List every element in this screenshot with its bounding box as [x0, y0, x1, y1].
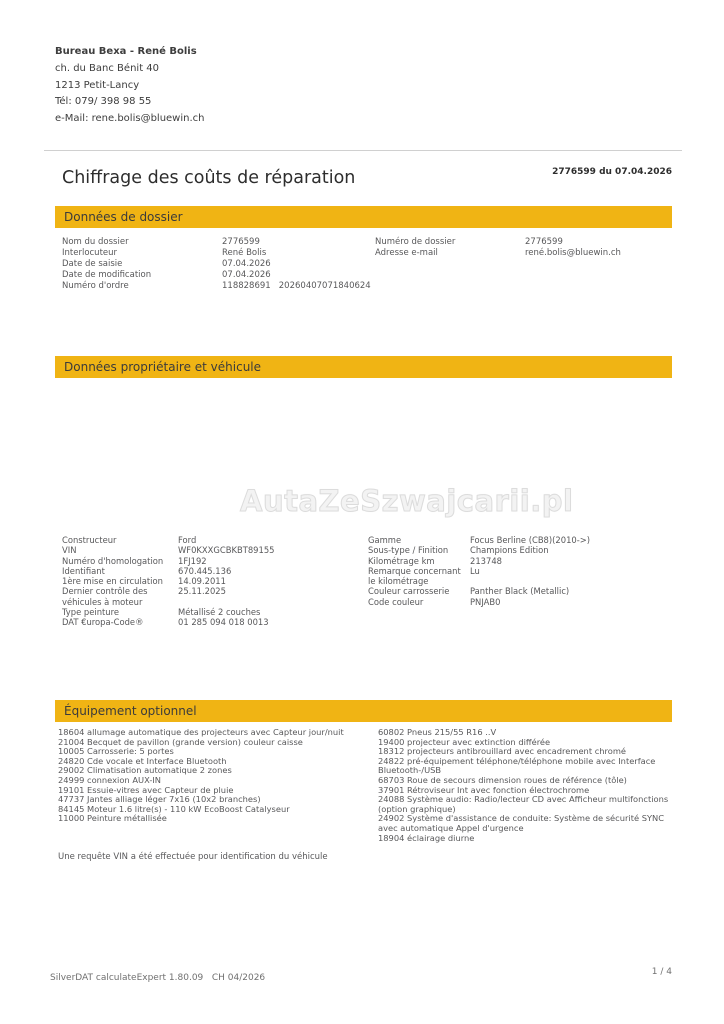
equipment-item: 24088 Système audio: Radio/lecteur CD avec Afficheur multifonctions (option graphique)	[378, 794, 669, 814]
doc-reference: 2776599 du 07.04.2026	[552, 167, 672, 177]
footer-app-version: SilverDAT calculateExpert 1.80.09 CH 04/2026	[50, 973, 266, 983]
equipment-item: 29002 Climatisation automatique 2 zones	[58, 765, 232, 776]
equipment-left-column	[58, 728, 378, 843]
field-label: Interlocuteur	[62, 248, 118, 258]
field-label: Adresse e-mail	[375, 248, 438, 258]
field-label: Type peinture	[62, 607, 120, 618]
dossier-left-column	[62, 237, 375, 292]
field-label: Gamme	[368, 535, 402, 545]
field-value: 213748	[470, 555, 502, 566]
field-value: WF0KXXGCBKBT89155	[178, 545, 275, 556]
equipment-item: 21004 Becquet de pavillon (grande version) couleur caisse	[58, 736, 303, 747]
field-label: 1ère mise en circulation	[62, 576, 163, 587]
field-label: DAT €uropa-Code®	[62, 617, 144, 628]
footer-page-number: 1 / 4	[651, 967, 672, 977]
data-row	[62, 566, 368, 576]
field-value: Métallisé 2 couches	[178, 607, 261, 618]
equipment-item: 24820 Cde vocale et Interface Bluetooth	[58, 755, 227, 766]
field-label: Dernier contrôle des véhicules à moteur	[62, 586, 148, 607]
field-value: Panther Black (Metallic)	[470, 586, 570, 597]
equipment-item: 24822 pré-équipement téléphone/téléphone mobile avec Interface Bluetooth-/USB	[378, 755, 656, 776]
equipment-item: 24999 connexion AUX-IN	[58, 774, 161, 785]
data-row	[62, 270, 375, 281]
vehicle-right-column	[368, 535, 672, 628]
field-label: Date de modification	[62, 270, 152, 280]
field-value: René Bolis	[222, 248, 267, 258]
vin-footnote: Une requête VIN a été effectuée pour identification du véhicule	[58, 852, 328, 862]
data-row	[368, 556, 672, 566]
data-row	[62, 535, 368, 545]
equipment-item: 11000 Peinture métallisée	[58, 813, 167, 824]
field-label: Date de saisie	[62, 259, 123, 269]
field-value: 118828691 20260407071840624	[222, 281, 371, 291]
equipment-right-column	[378, 728, 680, 843]
equipment-item: 18904 éclairage diurne	[378, 832, 475, 843]
equipment-item: 18604 allumage automatique des projecteurs avec Capteur jour/nuit	[58, 727, 344, 737]
field-value: 01 285 094 018 0013	[178, 617, 269, 628]
field-value: 25.11.2025	[178, 586, 226, 597]
field-label: Couleur carrosserie	[368, 586, 450, 597]
data-row	[375, 248, 672, 259]
field-value: 1FJ192	[178, 555, 207, 566]
field-label: Sous-type / Finition	[368, 545, 449, 556]
data-row	[62, 237, 375, 248]
equipment-item: 84145 Moteur 1.6 litre(s) - 110 kW EcoBoost Catalyseur	[58, 803, 290, 814]
data-row	[368, 597, 672, 607]
sender-street: ch. du Banc Bénit 40	[55, 62, 160, 74]
field-value: 2776599	[525, 237, 563, 247]
field-value: Champions Edition	[470, 545, 549, 556]
field-value: 07.04.2026	[222, 270, 271, 280]
equipment-item: 24902 Système d'assistance de conduite: Système de sécurité SYNC avec automatique Appel d'urgence	[378, 813, 665, 833]
section-banner-vehicle: Données propriétaire et véhicule	[55, 356, 672, 378]
data-row	[368, 566, 672, 587]
field-label: Numéro d'homologation	[62, 555, 164, 566]
field-label: Code couleur	[368, 596, 424, 607]
equipment-item: 68703 Roue de secours dimension roues de référence (tôle)	[378, 774, 627, 785]
field-label: Nom du dossier	[62, 237, 129, 247]
equipment-item: 10005 Carrosserie: 5 portes	[58, 746, 174, 757]
equipment-item: 60802 Pneus 215/55 R16 ..V	[378, 727, 497, 737]
data-row	[368, 535, 672, 545]
section-banner-dossier: Données de dossier	[55, 206, 672, 228]
sender-name: Bureau Bexa - René Bolis	[55, 46, 197, 57]
data-row	[62, 248, 375, 259]
data-row	[368, 586, 672, 596]
section-banner-equipment: Équipement optionnel	[55, 700, 672, 722]
equipment-list-area	[58, 728, 680, 843]
field-value: Ford	[178, 535, 197, 545]
vehicle-left-column	[62, 535, 368, 628]
equipment-item: 47737 Jantes alliage léger 7x16 (10x2 branches)	[58, 794, 261, 805]
data-row	[62, 617, 368, 627]
data-row	[368, 545, 672, 555]
equipment-item: 19101 Essuie-vitres avec Capteur de pluie	[58, 784, 234, 795]
field-label: Kilométrage km	[368, 555, 435, 566]
field-value: 670.445.136	[178, 565, 232, 576]
field-value: Lu	[470, 565, 480, 576]
field-value: 14.09.2011	[178, 576, 226, 587]
data-row	[62, 556, 368, 566]
data-row	[62, 586, 368, 607]
data-row	[62, 545, 368, 555]
dossier-data-area	[62, 237, 672, 292]
page-title: Chiffrage des coûts de réparation	[62, 168, 356, 188]
sender-phone: Tél: 079/ 398 98 55	[55, 96, 152, 108]
field-value: 2776599	[222, 237, 260, 247]
field-value: rené.bolis@bluewin.ch	[525, 248, 621, 258]
data-row	[62, 576, 368, 586]
field-label: Remarque concernant le kilométrage	[368, 565, 461, 587]
field-label: VIN	[62, 545, 77, 556]
field-value: PNJAB0	[470, 596, 501, 607]
sender-address-block	[55, 44, 205, 128]
vehicle-data-area	[62, 535, 672, 628]
sender-email: e-Mail: rene.bolis@bluewin.ch	[55, 113, 205, 125]
field-label: Identifiant	[62, 565, 105, 576]
equipment-item: 37901 Rétroviseur Int avec fonction électrochrome	[378, 784, 590, 795]
sender-city: 1213 Petit-Lancy	[55, 79, 140, 91]
data-row	[375, 237, 672, 248]
equipment-item: 18312 projecteurs antibrouillard avec encadrement chromé	[378, 746, 627, 757]
field-label: Numéro de dossier	[375, 237, 456, 247]
dossier-right-column	[375, 237, 672, 292]
field-value: Focus Berline (CB8)(2010->)	[470, 535, 591, 545]
watermark: AutaZeSzwajcarii.pl	[240, 484, 574, 518]
data-row	[62, 607, 368, 617]
data-row	[62, 259, 375, 270]
field-value: 07.04.2026	[222, 259, 271, 269]
data-row	[62, 281, 375, 292]
header-divider	[44, 150, 682, 151]
field-label: Numéro d'ordre	[62, 281, 129, 291]
field-label: Constructeur	[62, 535, 117, 545]
equipment-item: 19400 projecteur avec extinction différée	[378, 736, 551, 747]
